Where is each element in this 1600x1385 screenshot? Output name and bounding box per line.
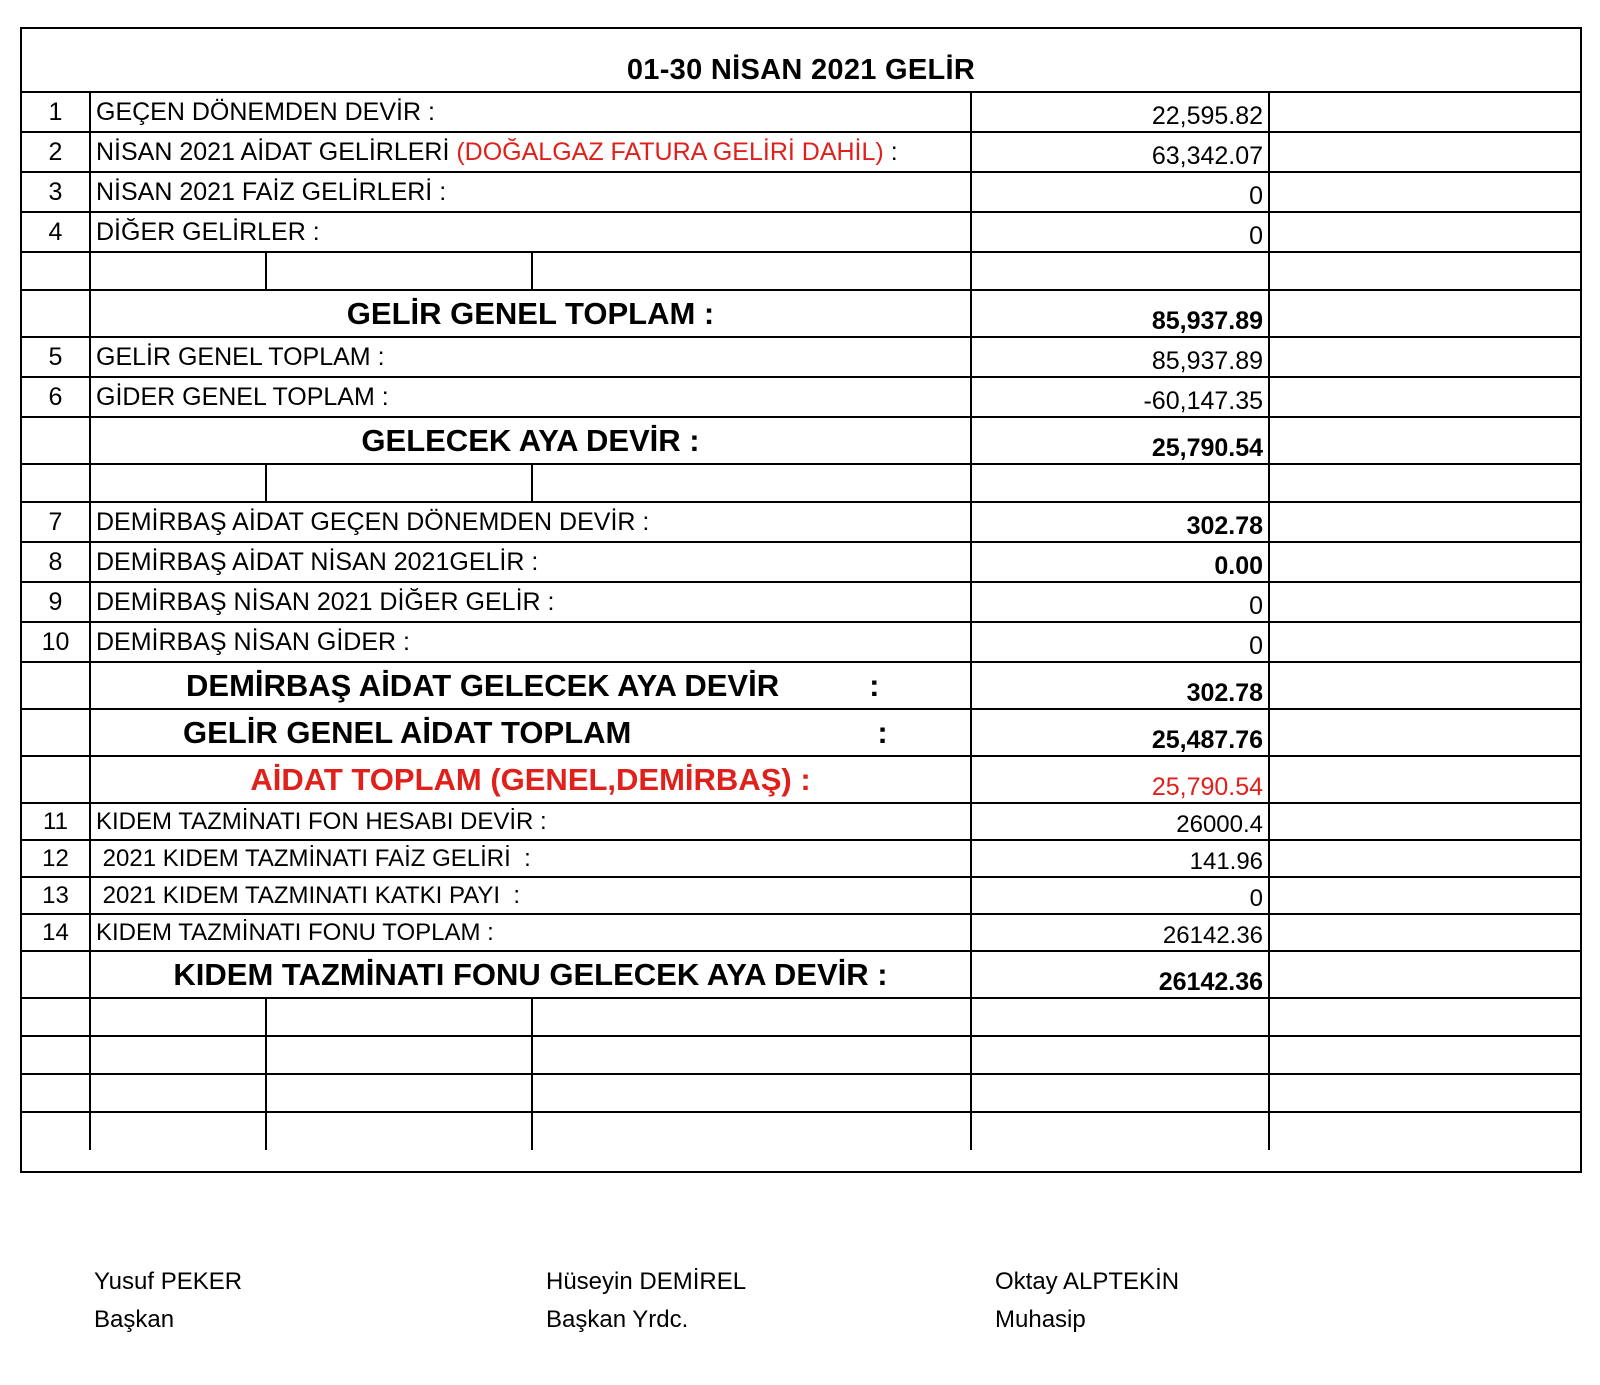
empty-cell <box>532 252 971 290</box>
empty-cell <box>22 951 90 998</box>
table-row <box>22 212 1580 252</box>
empty-cell <box>1269 377 1580 417</box>
table-row <box>22 377 1580 417</box>
empty-cell <box>532 464 971 502</box>
empty-cell <box>971 1036 1269 1074</box>
row-value: 63,342.07 <box>971 132 1269 172</box>
empty-row <box>22 252 1580 290</box>
row-label-main: NİSAN 2021 AİDAT GELİRLERİ <box>96 137 457 166</box>
total-value: 25,790.54 <box>971 417 1269 464</box>
empty-cell <box>1269 803 1580 840</box>
empty-cell <box>1269 132 1580 172</box>
empty-cell <box>971 1074 1269 1112</box>
table-row <box>22 877 1580 914</box>
table-row <box>22 502 1580 542</box>
row-number: 14 <box>22 914 90 951</box>
row-label-tail: : <box>883 137 898 166</box>
row-value: 85,937.89 <box>971 337 1269 377</box>
empty-cell <box>22 998 90 1036</box>
total-value: 26142.36 <box>971 951 1269 998</box>
total-row <box>22 662 1580 709</box>
empty-cell <box>1269 502 1580 542</box>
total-row <box>22 756 1580 803</box>
total-row <box>22 951 1580 998</box>
empty-cell <box>1269 464 1580 502</box>
table-row <box>22 840 1580 877</box>
income-report-sheet <box>20 27 1582 1173</box>
row-label <box>90 132 971 172</box>
empty-cell <box>1269 417 1580 464</box>
total-label: AİDAT TOPLAM (GENEL,DEMİRBAŞ) : <box>90 756 971 803</box>
empty-row <box>22 1074 1580 1112</box>
total-value: 85,937.89 <box>971 290 1269 337</box>
row-value: 0 <box>971 582 1269 622</box>
row-label: DEMİRBAŞ NİSAN 2021 DİĞER GELİR : <box>90 582 971 622</box>
empty-cell <box>1269 709 1580 756</box>
empty-cell <box>22 1074 90 1112</box>
total-label: KIDEM TAZMİNATI FONU GELECEK AYA DEVİR : <box>90 951 971 998</box>
empty-row <box>22 998 1580 1036</box>
empty-cell <box>22 464 90 502</box>
empty-cell <box>532 1074 971 1112</box>
empty-cell <box>266 1112 532 1150</box>
empty-cell <box>971 252 1269 290</box>
signature-role: Başkan Yrdc. <box>546 1306 689 1333</box>
empty-cell <box>1269 914 1580 951</box>
empty-cell <box>22 1036 90 1074</box>
row-label: GELİR GENEL TOPLAM : <box>90 337 971 377</box>
signature-accountant <box>995 1263 1179 1339</box>
empty-cell <box>1269 1074 1580 1112</box>
empty-cell <box>266 1074 532 1112</box>
table-row <box>22 582 1580 622</box>
empty-cell <box>1269 252 1580 290</box>
total-label: GELECEK AYA DEVİR : <box>90 417 971 464</box>
row-number: 10 <box>22 622 90 662</box>
total-value: 25,487.76 <box>971 709 1269 756</box>
row-value: 141.96 <box>971 840 1269 877</box>
empty-row <box>22 1112 1580 1150</box>
signature-name: Hüseyin DEMİREL <box>546 1268 747 1295</box>
table-row <box>22 622 1580 662</box>
empty-cell <box>22 709 90 756</box>
empty-cell <box>22 662 90 709</box>
empty-cell <box>532 1112 971 1150</box>
row-value: 26000.4 <box>971 803 1269 840</box>
signature-role: Muhasip <box>995 1306 1086 1333</box>
row-value: 0 <box>971 877 1269 914</box>
total-label <box>90 709 971 756</box>
total-label-text: DEMİRBAŞ AİDAT GELECEK AYA DEVİR <box>186 667 780 703</box>
row-number: 6 <box>22 377 90 417</box>
empty-row <box>22 464 1580 502</box>
row-number: 2 <box>22 132 90 172</box>
row-label: DİĞER GELİRLER : <box>90 212 971 252</box>
empty-cell <box>266 1036 532 1074</box>
row-label: NİSAN 2021 FAİZ GELİRLERİ : <box>90 172 971 212</box>
empty-cell <box>22 1112 90 1150</box>
table-row <box>22 803 1580 840</box>
empty-cell <box>1269 172 1580 212</box>
signature-name: Yusuf PEKER <box>94 1268 243 1295</box>
row-value: 26142.36 <box>971 914 1269 951</box>
row-label: KIDEM TAZMİNATI FONU TOPLAM : <box>90 914 971 951</box>
signature-role: Başkan <box>94 1306 175 1333</box>
row-label: 2021 KIDEM TAZMINATI KATKI PAYI : <box>90 877 971 914</box>
row-value: 0 <box>971 212 1269 252</box>
empty-cell <box>532 1036 971 1074</box>
empty-cell <box>22 290 90 337</box>
empty-cell <box>90 1036 266 1074</box>
empty-cell <box>971 1112 1269 1150</box>
empty-cell <box>1269 622 1580 662</box>
empty-cell <box>90 464 266 502</box>
table-row <box>22 914 1580 951</box>
table-row <box>22 172 1580 212</box>
empty-cell <box>1269 92 1580 132</box>
empty-cell <box>22 417 90 464</box>
empty-cell <box>1269 662 1580 709</box>
row-label: DEMİRBAŞ NİSAN GİDER : <box>90 622 971 662</box>
row-label: KIDEM TAZMİNATI FON HESABI DEVİR : <box>90 803 971 840</box>
empty-cell <box>1269 337 1580 377</box>
row-number: 9 <box>22 582 90 622</box>
signature-president <box>94 1263 242 1339</box>
empty-cell <box>1269 840 1580 877</box>
row-label: DEMİRBAŞ AİDAT NİSAN 2021GELİR : <box>90 542 971 582</box>
empty-cell <box>1269 998 1580 1036</box>
empty-cell <box>266 998 532 1036</box>
total-label-text: GELİR GENEL AİDAT TOPLAM <box>183 714 632 750</box>
total-row <box>22 417 1580 464</box>
row-number: 4 <box>22 212 90 252</box>
empty-cell <box>1269 877 1580 914</box>
signature-vice-president <box>546 1263 746 1339</box>
row-label: DEMİRBAŞ AİDAT GEÇEN DÖNEMDEN DEVİR : <box>90 502 971 542</box>
row-value: 302.78 <box>971 502 1269 542</box>
total-label-colon: : <box>877 714 888 750</box>
empty-cell <box>971 998 1269 1036</box>
total-label: GELİR GENEL TOPLAM : <box>90 290 971 337</box>
empty-cell <box>1269 756 1580 803</box>
row-number: 1 <box>22 92 90 132</box>
row-value: 0 <box>971 622 1269 662</box>
empty-cell <box>1269 582 1580 622</box>
empty-cell <box>532 998 971 1036</box>
total-row <box>22 709 1580 756</box>
total-label <box>90 662 971 709</box>
empty-cell <box>1269 1112 1580 1150</box>
row-number: 3 <box>22 172 90 212</box>
table-row <box>22 92 1580 132</box>
empty-cell <box>90 252 266 290</box>
row-number: 8 <box>22 542 90 582</box>
total-label-colon: : <box>869 667 880 703</box>
empty-cell <box>1269 1036 1580 1074</box>
empty-cell <box>1269 951 1580 998</box>
row-value: 0 <box>971 172 1269 212</box>
empty-cell <box>1269 212 1580 252</box>
empty-row <box>22 1036 1580 1074</box>
row-value: 0.00 <box>971 542 1269 582</box>
empty-cell <box>266 464 532 502</box>
table-row <box>22 337 1580 377</box>
empty-cell <box>266 252 532 290</box>
row-label: GİDER GENEL TOPLAM : <box>90 377 971 417</box>
row-label: GEÇEN DÖNEMDEN DEVİR : <box>90 92 971 132</box>
row-label-highlight: (DOĞALGAZ FATURA GELİRİ DAHİL) <box>456 137 884 166</box>
table-row <box>22 542 1580 582</box>
table-row <box>22 132 1580 172</box>
total-row <box>22 290 1580 337</box>
row-label: 2021 KIDEM TAZMİNATI FAİZ GELİRİ : <box>90 840 971 877</box>
empty-cell <box>1269 290 1580 337</box>
row-number: 13 <box>22 877 90 914</box>
total-value: 302.78 <box>971 662 1269 709</box>
signature-name: Oktay ALPTEKİN <box>995 1268 1180 1295</box>
report-title: 01-30 NİSAN 2021 GELİR <box>22 29 1580 93</box>
row-number: 12 <box>22 840 90 877</box>
empty-cell <box>90 1074 266 1112</box>
empty-cell <box>90 998 266 1036</box>
empty-cell <box>1269 542 1580 582</box>
row-number: 5 <box>22 337 90 377</box>
income-table <box>22 91 1580 1150</box>
empty-cell <box>90 1112 266 1150</box>
empty-cell <box>22 756 90 803</box>
total-value: 25,790.54 <box>971 756 1269 803</box>
row-value: -60,147.35 <box>971 377 1269 417</box>
empty-cell <box>22 252 90 290</box>
row-value: 22,595.82 <box>971 92 1269 132</box>
empty-cell <box>971 464 1269 502</box>
row-number: 7 <box>22 502 90 542</box>
row-number: 11 <box>22 803 90 840</box>
